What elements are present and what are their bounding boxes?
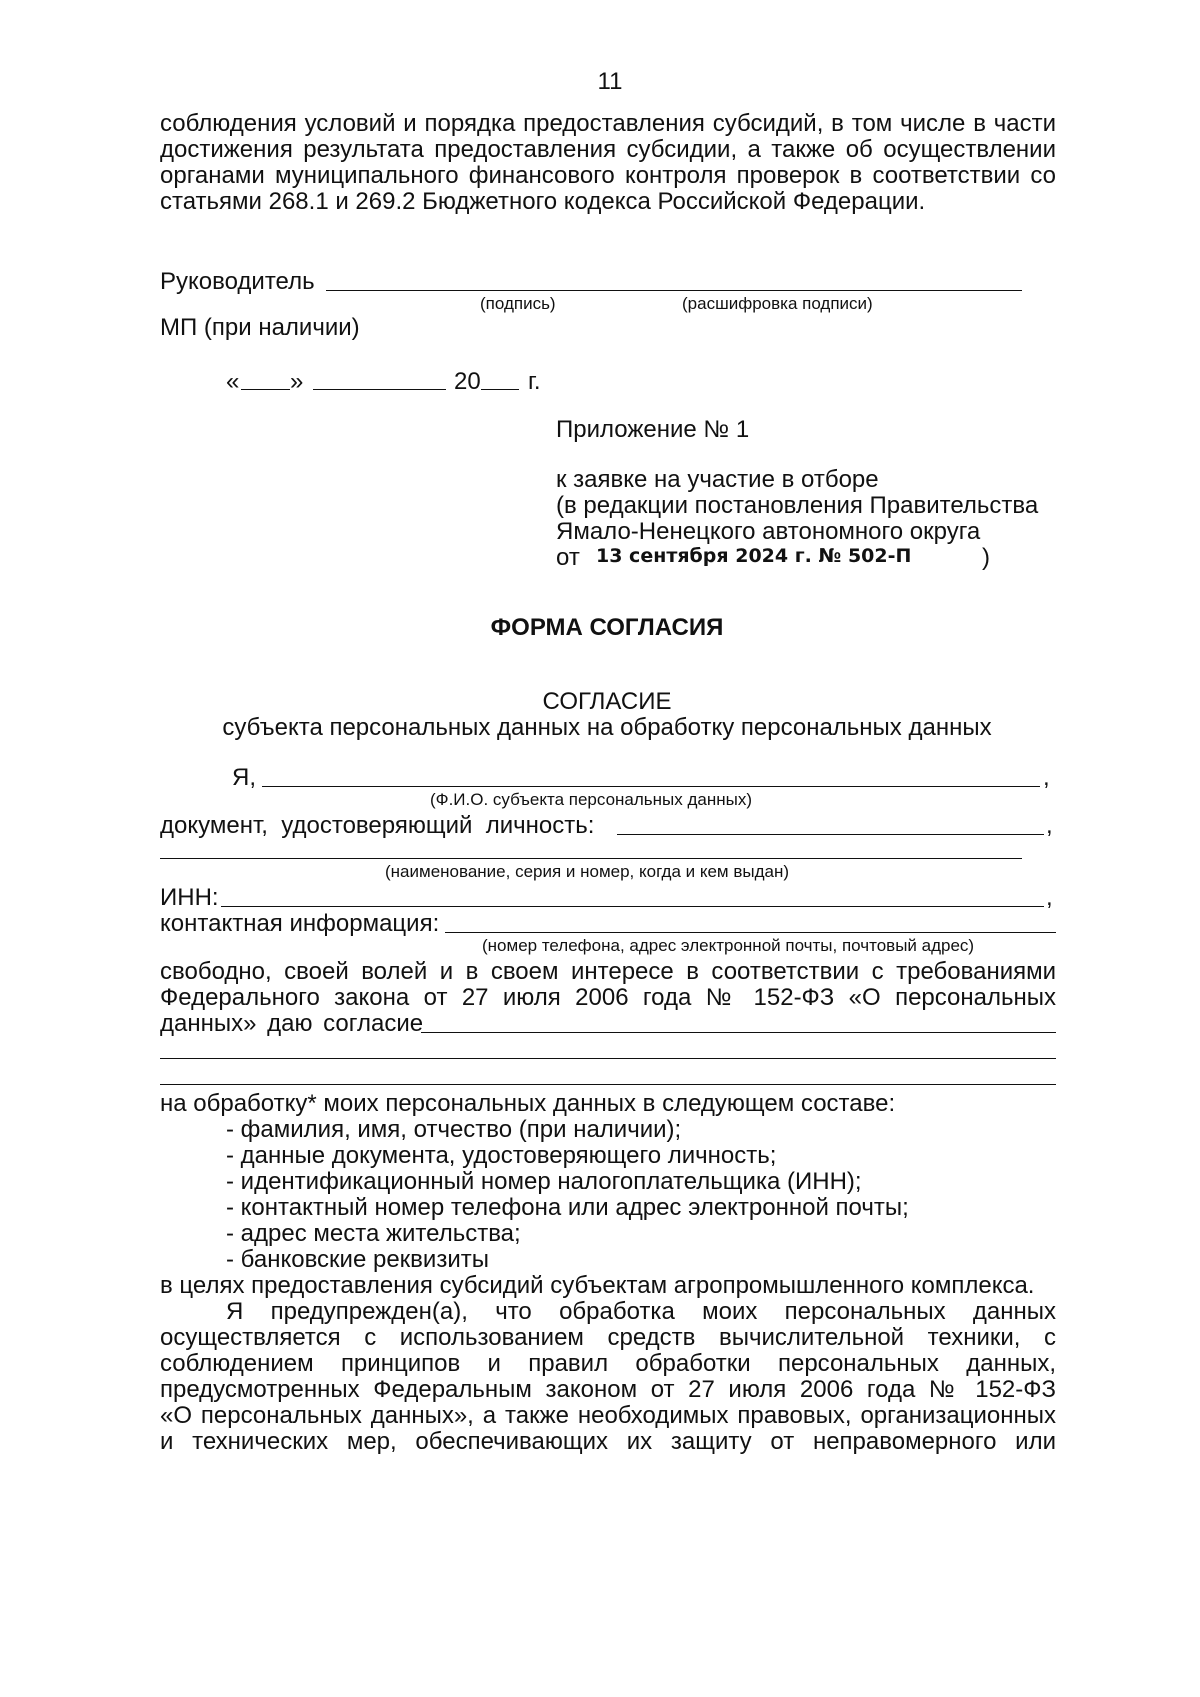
i-label: Я, xyxy=(232,764,256,791)
appendix-line-2: (в редакции постановления Правительства xyxy=(556,492,1039,519)
free-will-line-3: данных» даю согласие xyxy=(160,1010,424,1037)
list-item: - данные документа, удостоверяющего личность; xyxy=(226,1142,777,1169)
warning-line-5: «О персональных данных», а также необходимых правовых, организационных xyxy=(160,1402,1056,1429)
appendix-date-stamp: 13 сентября 2024 г. № 502-П xyxy=(596,545,912,567)
appendix-title: Приложение № 1 xyxy=(556,416,750,443)
warning-line-2: осуществляется с использованием средств вычислительной техники, с xyxy=(160,1324,1056,1351)
seal-label: МП (при наличии) xyxy=(160,314,360,341)
list-item: - контактный номер телефона или адрес электронной почты; xyxy=(226,1194,909,1221)
list-item: - банковские реквизиты xyxy=(226,1246,489,1273)
free-will-line-2: Федерального закона от 27 июля 2006 года № 152-ФЗ «О персональных xyxy=(160,984,1056,1011)
list-item: - фамилия, имя, отчество (при наличии); xyxy=(226,1116,682,1143)
document-comma: , xyxy=(1046,812,1053,839)
fio-caption: (Ф.И.О. субъекта персональных данных) xyxy=(430,790,753,809)
processing-intro: на обработку* моих персональных данных в следующем составе: xyxy=(160,1090,896,1117)
form-title: ФОРМА СОГЛАСИЯ xyxy=(490,614,724,641)
warning-line-3: соблюдением принципов и правил обработки персональных данных, xyxy=(160,1350,1056,1377)
appendix-line-3: Ямало-Ненецкого автономного округа xyxy=(556,518,981,545)
free-will-line-1: свободно, своей волей и в своем интересе в соответствии с требованиями xyxy=(160,958,1056,985)
fio-field-line xyxy=(262,786,1040,787)
date-month-blank xyxy=(313,389,446,390)
date-year-blank xyxy=(481,389,519,390)
appendix-from-label: от xyxy=(556,544,580,571)
page-number: 11 xyxy=(597,68,623,95)
consent-field-line-1 xyxy=(421,1032,1056,1033)
date-suffix: г. xyxy=(528,368,541,395)
date-day-blank xyxy=(241,389,290,390)
warning-line-6: и технических мер, обеспечивающих их защиту от неправомерного или xyxy=(160,1428,1056,1455)
intro-line-2: достижения результата предоставления субсидии, а также об осуществлении xyxy=(160,136,1056,163)
fio-comma: , xyxy=(1043,764,1050,791)
purpose-line: в целях предоставления субсидий субъектам агропромышленного комплекса. xyxy=(160,1272,1035,1299)
intro-line-1: соблюдения условий и порядка предоставления субсидий, в том числе в части xyxy=(160,110,1056,137)
date-year-prefix: 20 xyxy=(454,368,481,395)
contact-caption: (номер телефона, адрес электронной почты, почтовый адрес) xyxy=(482,936,975,955)
head-label: Руководитель xyxy=(160,268,315,295)
document-field-line xyxy=(617,834,1044,835)
contact-label: контактная информация: xyxy=(160,910,440,937)
appendix-line-1: к заявке на участие в отборе xyxy=(556,466,879,493)
consent-field-line-3 xyxy=(160,1084,1056,1085)
consent-title: СОГЛАСИЕ xyxy=(542,688,672,715)
intro-line-3: органами муниципального финансового контроля проверок в соответствии со xyxy=(160,162,1056,189)
document-caption: (наименование, серия и номер, когда и кем выдан) xyxy=(385,862,790,881)
signature-caption: (подпись) xyxy=(480,294,556,313)
date-close-quote: » xyxy=(290,368,304,395)
signature-line xyxy=(326,290,1022,291)
warning-line-1: Я предупрежден(а), что обработка моих персональных данных xyxy=(226,1298,1056,1325)
consent-field-line-2 xyxy=(160,1058,1056,1059)
consent-subtitle: субъекта персональных данных на обработку персональных данных xyxy=(222,714,992,741)
list-item: - идентификационный номер налогоплательщика (ИНН); xyxy=(226,1168,862,1195)
contact-field-line xyxy=(445,932,1056,933)
decoding-caption: (расшифровка подписи) xyxy=(682,294,873,313)
document-label: документ, удостоверяющий личность: xyxy=(160,812,595,839)
inn-label: ИНН: xyxy=(160,884,219,911)
appendix-close-paren: ) xyxy=(982,544,990,571)
document-second-line xyxy=(160,858,1022,859)
warning-line-4: предусмотренных Федеральным законом от 27 июля 2006 года № 152-ФЗ xyxy=(160,1376,1056,1403)
inn-comma: , xyxy=(1046,884,1053,911)
date-open-quote: « xyxy=(226,368,240,395)
inn-field-line xyxy=(221,906,1044,907)
intro-line-4: статьями 268.1 и 269.2 Бюджетного кодекса Российской Федерации. xyxy=(160,188,926,215)
list-item: - адрес места жительства; xyxy=(226,1220,521,1247)
